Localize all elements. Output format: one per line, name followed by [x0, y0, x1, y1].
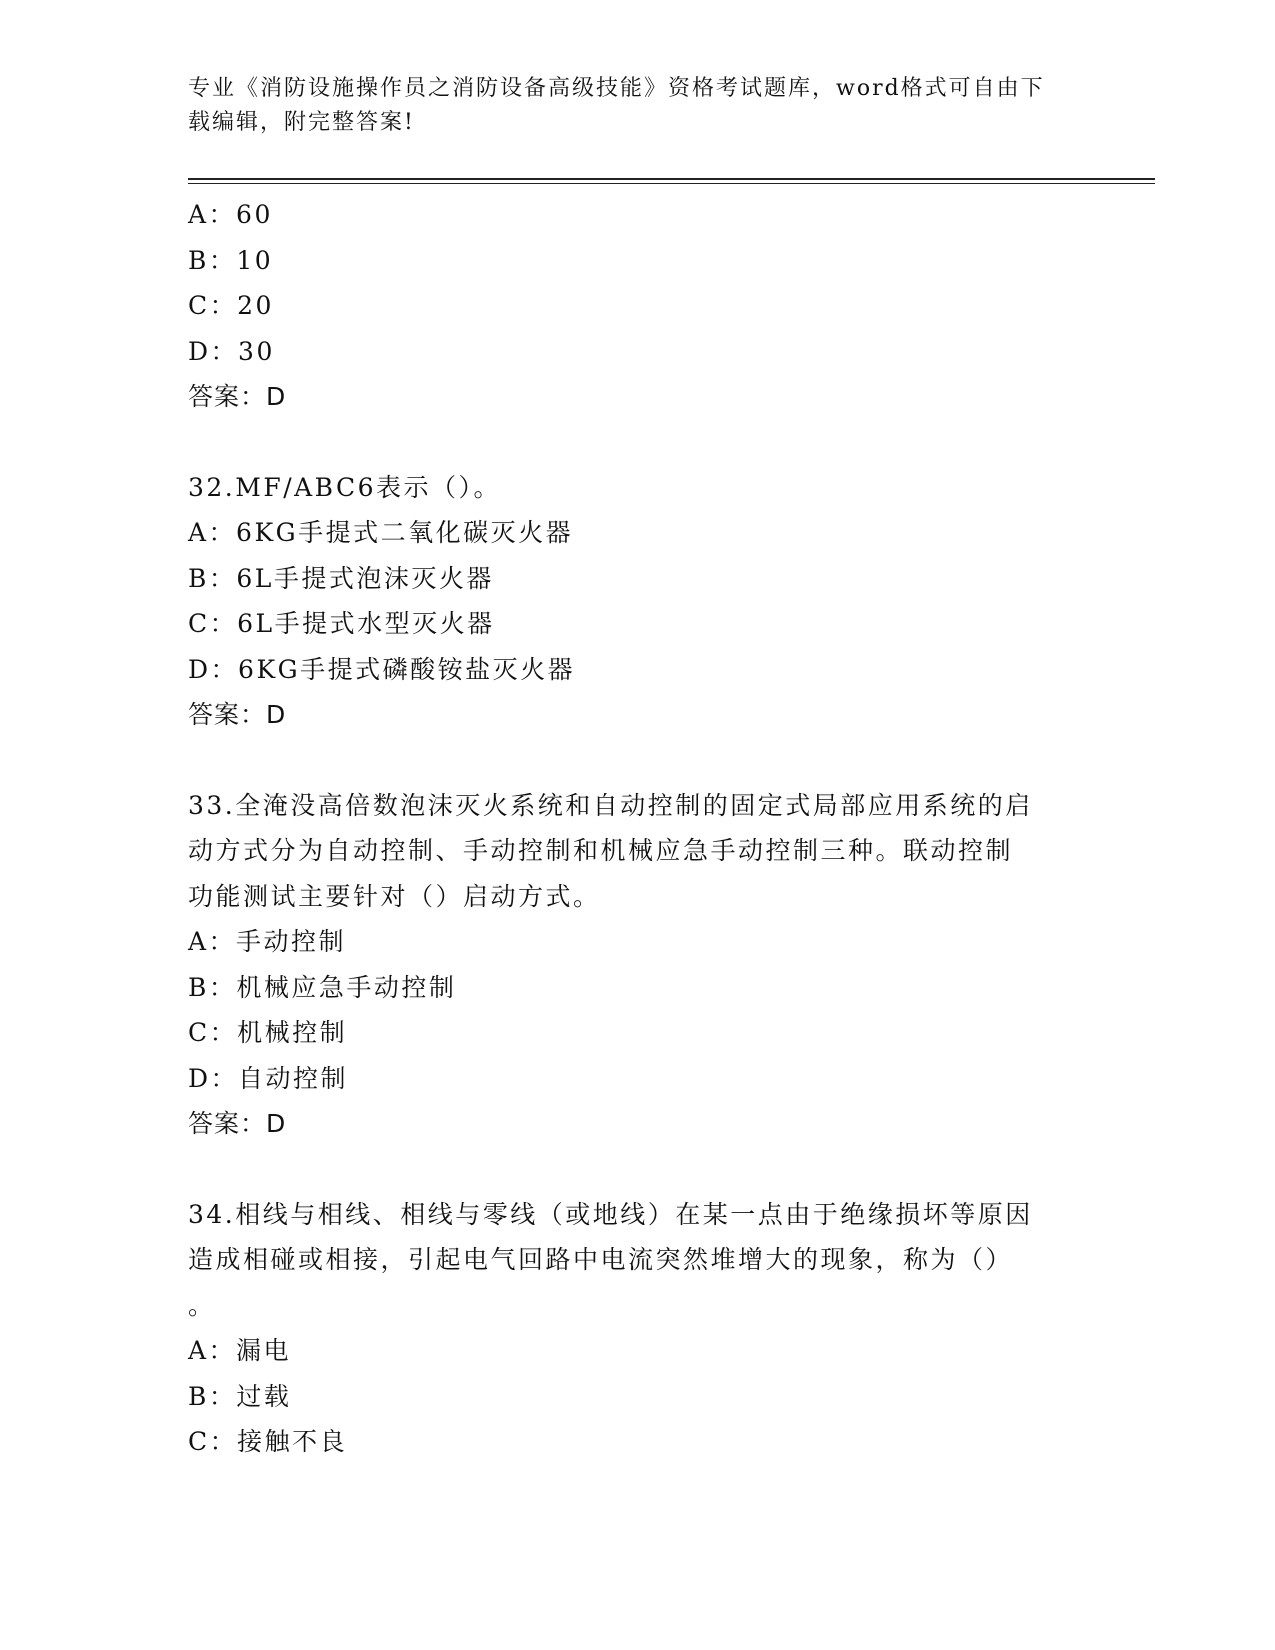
option-c: C：接触不良 [188, 1427, 348, 1456]
question-stem-line-1: 34.相线与相线、相线与零线（或地线）在某一点由于绝缘损坏等原因 [188, 1199, 1033, 1229]
question-33 [188, 783, 1088, 1147]
answer-line: 答案：D [188, 382, 287, 411]
question-stem-line-1: 33.全淹没高倍数泡沫灭火系统和自动控制的固定式局部应用系统的启 [188, 790, 1033, 820]
option-c: C：机械控制 [188, 1018, 348, 1047]
question-stem-line-2: 造成相碰或相接，引起电气回路中电流突然堆增大的现象，称为（） [188, 1245, 1014, 1274]
answer-line: 答案：D [188, 1109, 287, 1138]
option-d: D：30 [188, 336, 275, 366]
option-c: C：20 [188, 291, 274, 320]
header-line-1: 专业《消防设施操作员之消防设备高级技能》资格考试题库，word格式可自由下 [188, 76, 1045, 101]
question-list [188, 192, 1088, 1465]
option-b: B：6L手提式泡沫灭火器 [188, 563, 494, 593]
question-stem-line-3: 。 [188, 1290, 216, 1320]
question-31-partial [188, 192, 1088, 420]
option-b: B：10 [188, 245, 274, 275]
question-32 [188, 465, 1088, 738]
option-a: A：漏电 [188, 1336, 292, 1365]
header-line-2: 载编辑，附完整答案! [188, 110, 415, 135]
header-divider-thin [188, 183, 1155, 184]
option-d: D：自动控制 [188, 1063, 349, 1093]
answer-line: 答案：D [188, 700, 287, 729]
header-divider-thick [188, 178, 1155, 180]
option-d: D：6KG手提式磷酸铵盐灭火器 [188, 654, 576, 684]
option-a: A：60 [188, 200, 273, 229]
question-stem-line-2: 动方式分为自动控制、手动控制和机械应急手动控制三种。联动控制 [188, 836, 1014, 865]
question-34 [188, 1192, 1088, 1465]
question-stem: 32.MF/ABC6表示（）。 [188, 472, 502, 502]
question-stem-line-3: 功能测试主要针对（）启动方式。 [188, 881, 601, 911]
option-a: A：6KG手提式二氧化碳灭火器 [188, 518, 574, 547]
option-b: B：机械应急手动控制 [188, 972, 457, 1002]
document-header [188, 72, 1068, 140]
option-a: A：手动控制 [188, 927, 347, 956]
option-c: C：6L手提式水型灭火器 [188, 609, 495, 638]
option-b: B：过载 [188, 1381, 292, 1411]
